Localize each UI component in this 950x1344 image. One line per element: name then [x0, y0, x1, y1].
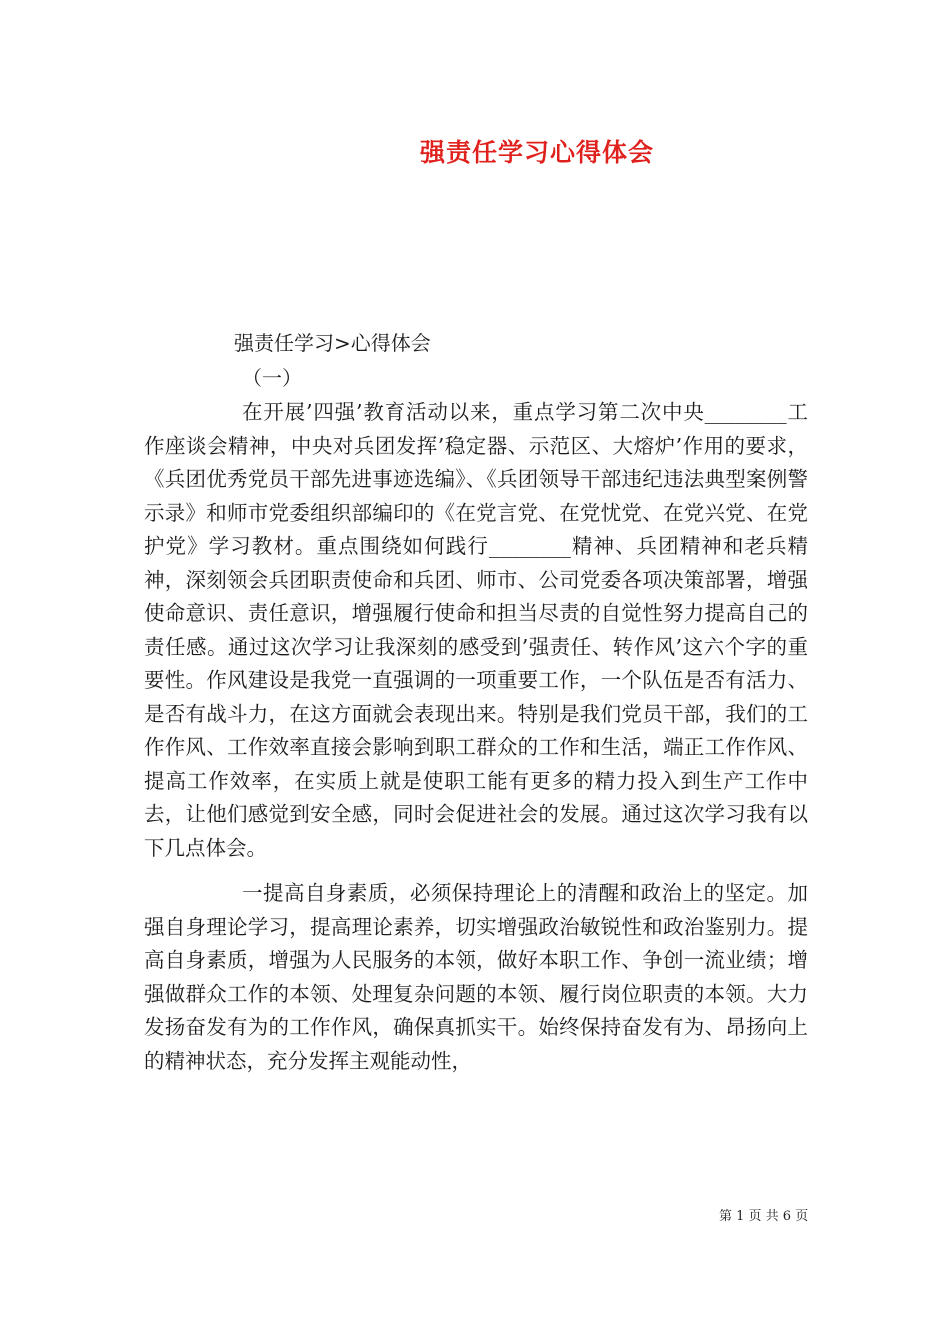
body-paragraph: 一提高自身素质，必须保持理论上的清醒和政治上的坚定。加强自身理论学习，提高理论素养，切实增强政治敏锐性和政治鉴别力。提高自身素质，增强为人民服务的本领，做好本职工作、争创一流业绩；增强做群众工作的本领、处理复杂问题的本领、履行岗位职责的本领。大力发扬奋发有为的工作作风，确保真抓实干。始终保持奋发有为、昂扬向上的精神状态，充分发挥主观能动性， — [144, 881, 808, 1073]
document-title: 强责任学习心得体会 — [420, 138, 655, 167]
body-paragraph: 在开展’四强’教育活动以来，重点学习第二次中央________工作座谈会精神，中央对兵团发挥’稳定器、示范区、大熔炉’作用的要求，《兵团优秀党员干部先进事迹选编》、《兵团领导干部违纪违法典型案例警示录》和师市党委组织部编印的《在党言党、在党忧党、在党兴党、在党护党》学习教材。重点围绕如何践行________精神、兵团精神和老兵精神，深刻领会兵团职责使命和兵团、师市、公司党委各项决策部署，增强使命意识、责任意识，增强履行使命和担当尽责的自觉性努力提高自己的责任感。通过这次学习让我深刻的感受到’强责任、转作风’这六个字的重要性。作风建设是我党一直强调的一项重要工作，一个队伍是否有活力、是否有战斗力，在这方面就会表现出来。特别是我们党员干部，我们的工作作风、工作效率直接会影响到职工群众的工作和生活，端正工作作风、提高工作效率，在实质上就是使职工能有更多的精力投入到生产工作中去，让他们感觉到安全感，同时会促进社会的发展。通过这次学习我有以下几点体会。 — [144, 400, 808, 860]
page-number: 第 1 页 共 6 页 — [719, 1209, 809, 1224]
section-number: （一） — [242, 366, 302, 390]
document-body — [144, 396, 808, 1078]
document-subtitle: 强责任学习>心得体会 — [234, 331, 431, 355]
